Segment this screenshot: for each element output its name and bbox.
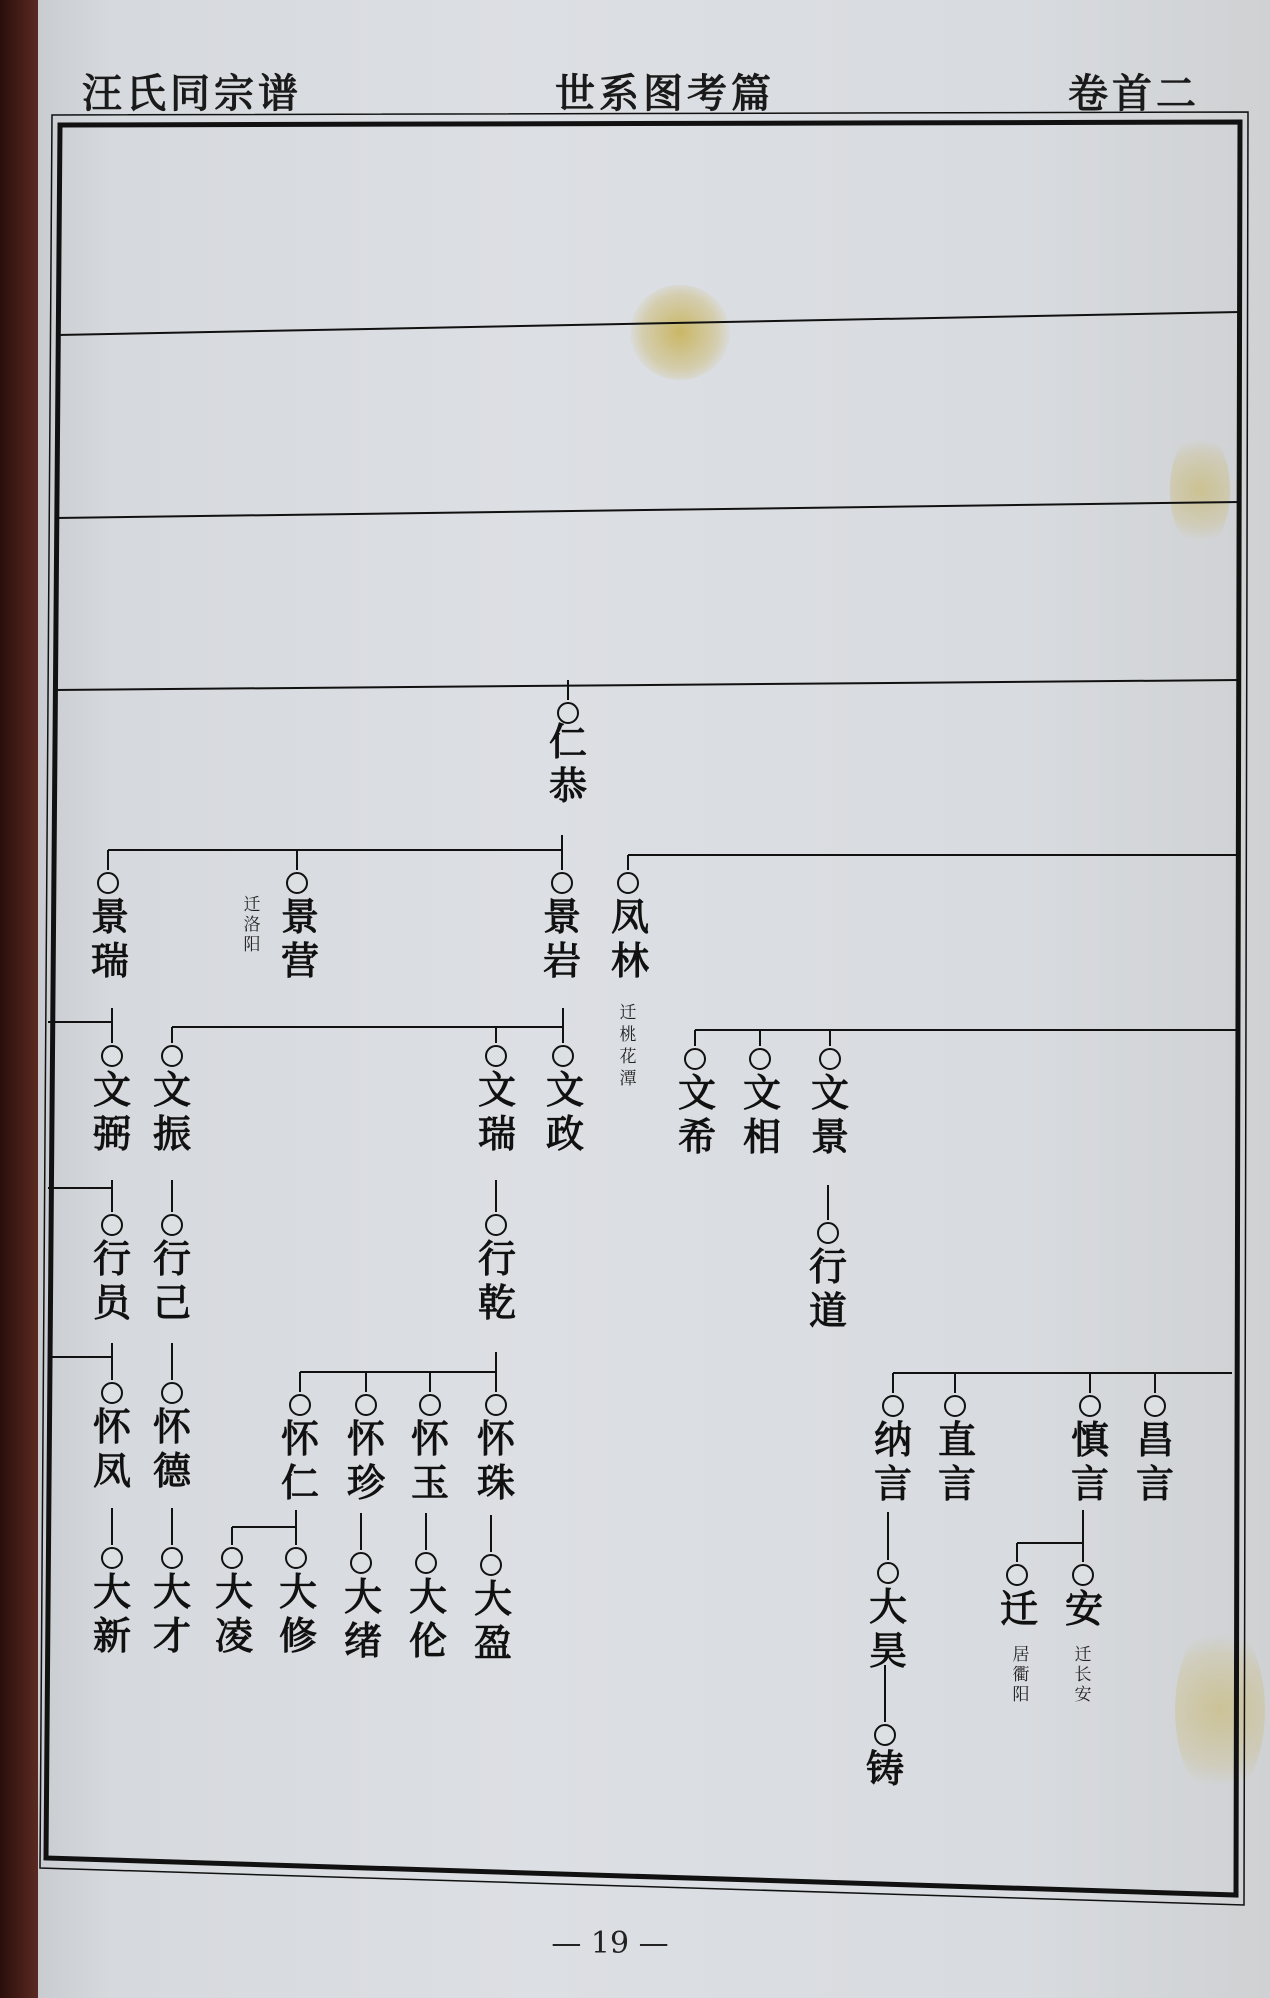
- name-char: 潭: [619, 1069, 637, 1089]
- name-char: 行: [92, 1236, 132, 1281]
- name-huairen: [281, 1416, 320, 1505]
- node-circle: [486, 1395, 506, 1415]
- node-circle: [98, 873, 118, 893]
- name-char: 大: [278, 1569, 318, 1614]
- node-circle: [102, 1548, 122, 1568]
- name-char: 己: [152, 1280, 192, 1325]
- name-fenglin: [611, 894, 650, 983]
- node-circle: [356, 1395, 376, 1415]
- name-char: 文: [152, 1067, 192, 1112]
- name-daxu: [344, 1574, 382, 1663]
- name-char: 相: [742, 1114, 782, 1159]
- name-char: 大: [152, 1569, 192, 1614]
- name-char: 大: [343, 1574, 383, 1619]
- name-char: 恭: [548, 763, 588, 808]
- node-circle: [1073, 1565, 1093, 1585]
- name-char: 迁: [1074, 1645, 1092, 1665]
- node-circle: [618, 873, 638, 893]
- name-rengong: [549, 719, 587, 808]
- name-char: 瑞: [90, 938, 130, 983]
- name-char: 修: [278, 1613, 318, 1658]
- name-char: 岩: [542, 938, 582, 983]
- name-char: 凤: [610, 894, 650, 939]
- name-char: 文: [677, 1070, 717, 1115]
- node-circle: [553, 1046, 573, 1066]
- name-zhu: [866, 1746, 904, 1791]
- name-char: 绪: [343, 1618, 383, 1663]
- name-char: 文: [545, 1067, 585, 1112]
- name-char: 安: [1064, 1586, 1104, 1631]
- name-char: 花: [619, 1047, 637, 1067]
- name-char: 才: [152, 1613, 192, 1658]
- name-char: 振: [152, 1111, 192, 1156]
- note-qian: [1013, 1645, 1030, 1705]
- name-char: 文: [742, 1070, 782, 1115]
- node-circle: [286, 1548, 306, 1568]
- name-char: 乾: [477, 1280, 517, 1325]
- name-huaizhu: [477, 1416, 516, 1505]
- name-wenxiang: [743, 1070, 781, 1159]
- name-char: 凤: [92, 1448, 132, 1493]
- row-divider: [58, 312, 1240, 335]
- name-jingrui: [91, 894, 129, 983]
- name-char: 行: [152, 1236, 192, 1281]
- name-char: 行: [477, 1236, 517, 1281]
- name-char: 景: [90, 894, 130, 939]
- name-char: 迁: [243, 895, 261, 915]
- name-char: 怀: [410, 1416, 450, 1461]
- name-char: 安: [1074, 1685, 1092, 1705]
- name-char: 大: [868, 1584, 908, 1629]
- page-number: — 19 —: [551, 1926, 669, 1961]
- node-circle: [1007, 1565, 1027, 1585]
- name-char: 言: [1135, 1461, 1175, 1506]
- name-char: 员: [92, 1280, 132, 1325]
- node-circle: [875, 1725, 895, 1745]
- name-wenrui: [478, 1067, 516, 1156]
- node-circle: [818, 1223, 838, 1243]
- note-jingying: [244, 895, 261, 955]
- name-char: 林: [610, 938, 650, 983]
- name-char: 政: [545, 1111, 585, 1156]
- name-char: 纳: [873, 1417, 913, 1462]
- name-xingqian: [478, 1236, 516, 1325]
- section-title: 世系图考篇: [555, 70, 775, 117]
- name-wenzheng: [546, 1067, 584, 1156]
- node-circle: [883, 1396, 903, 1416]
- name-char: 瑞: [477, 1111, 517, 1156]
- name-char: 珠: [476, 1460, 516, 1505]
- name-xingdao: [809, 1244, 847, 1333]
- node-circle: [420, 1395, 440, 1415]
- name-char: 怀: [346, 1416, 386, 1461]
- name-char: 言: [1070, 1461, 1110, 1506]
- name-char: 弼: [92, 1111, 132, 1156]
- name-char: 怀: [92, 1404, 132, 1449]
- name-char: 伦: [408, 1618, 448, 1663]
- node-circle: [102, 1046, 122, 1066]
- node-circle: [162, 1046, 182, 1066]
- node-circle: [878, 1563, 898, 1583]
- name-char: 大: [473, 1576, 513, 1621]
- node-circle: [1145, 1396, 1165, 1416]
- node-circle: [1080, 1396, 1100, 1416]
- name-char: 阳: [243, 935, 261, 955]
- name-char: 居: [1012, 1645, 1030, 1665]
- name-char: 桃: [619, 1025, 637, 1045]
- volume-label: 卷首二: [1068, 70, 1200, 117]
- name-char: 大: [214, 1569, 254, 1614]
- node-circle: [552, 873, 572, 893]
- node-circle: [685, 1049, 705, 1069]
- name-wenzhen: [153, 1067, 191, 1156]
- name-char: 慎: [1070, 1417, 1110, 1462]
- name-dalun: [409, 1574, 447, 1663]
- name-char: 衢: [1012, 1665, 1030, 1685]
- book-title: 汪氏同宗谱: [82, 70, 302, 117]
- name-xingji: [153, 1236, 191, 1325]
- node-circle: [486, 1046, 506, 1066]
- node-circle: [287, 873, 307, 893]
- name-char: 大: [408, 1574, 448, 1619]
- node-circle: [820, 1049, 840, 1069]
- name-char: 景: [810, 1114, 850, 1159]
- note-fenglin: [620, 1003, 637, 1089]
- name-char: 怀: [152, 1404, 192, 1449]
- name-daying: [474, 1576, 512, 1665]
- name-char: 怀: [476, 1416, 516, 1461]
- node-circle: [945, 1396, 965, 1416]
- name-char: 营: [280, 938, 320, 983]
- node-circle: [162, 1383, 182, 1403]
- name-huaiyu: [411, 1416, 450, 1505]
- name-char: 阳: [1012, 1685, 1030, 1705]
- node-circle: [486, 1215, 506, 1235]
- row-divider: [54, 680, 1240, 690]
- node-circle: [416, 1553, 436, 1573]
- node-circle: [162, 1548, 182, 1568]
- name-char: 新: [92, 1613, 132, 1658]
- name-dacai: [153, 1569, 191, 1658]
- name-char: 言: [937, 1461, 977, 1506]
- node-circle: [750, 1049, 770, 1069]
- name-nayan: [874, 1417, 912, 1506]
- name-zhiyan: [938, 1417, 976, 1506]
- name-char: 大: [92, 1569, 132, 1614]
- name-char: 言: [873, 1461, 913, 1506]
- name-char: 文: [810, 1070, 850, 1115]
- name-qian: [1000, 1586, 1038, 1631]
- node-circle: [102, 1215, 122, 1235]
- name-char: 长: [1074, 1665, 1092, 1685]
- note-an: [1075, 1645, 1092, 1705]
- name-char: 行: [808, 1244, 848, 1289]
- name-char: 铸: [865, 1746, 905, 1791]
- name-char: 景: [542, 894, 582, 939]
- name-jingyan: [543, 894, 581, 983]
- name-huaide: [153, 1404, 192, 1493]
- name-char: 昌: [1135, 1417, 1175, 1462]
- name-daxin: [93, 1569, 131, 1658]
- name-wenmi: [92, 1067, 131, 1156]
- name-shenyan: [1071, 1417, 1112, 1506]
- name-dahao: [869, 1584, 907, 1673]
- name-an: [1065, 1586, 1103, 1631]
- name-char: 景: [280, 894, 320, 939]
- node-circle: [102, 1383, 122, 1403]
- name-char: 迁: [619, 1003, 637, 1023]
- name-char: 仁: [280, 1460, 320, 1505]
- node-circle: [481, 1555, 501, 1575]
- name-char: 迁: [999, 1586, 1039, 1631]
- name-char: 直: [937, 1417, 977, 1462]
- name-char: 凌: [214, 1613, 254, 1658]
- name-jingying: [281, 894, 319, 983]
- name-char: 盈: [473, 1620, 513, 1665]
- name-char: 道: [808, 1288, 848, 1333]
- name-changyan: [1136, 1417, 1174, 1506]
- name-huaizhen: [347, 1416, 386, 1505]
- node-circle: [222, 1548, 242, 1568]
- name-xingyuan: [93, 1236, 134, 1325]
- name-huaifeng: [93, 1404, 132, 1493]
- name-wenxi: [678, 1070, 716, 1159]
- row-divider: [56, 502, 1240, 518]
- name-wenjing: [811, 1070, 849, 1159]
- name-char: 怀: [280, 1416, 320, 1461]
- name-char: 文: [92, 1067, 132, 1112]
- name-char: 玉: [410, 1460, 450, 1505]
- name-char: 德: [152, 1448, 192, 1493]
- name-char: 文: [477, 1067, 517, 1112]
- name-daling: [215, 1569, 253, 1658]
- name-char: 洛: [243, 915, 261, 935]
- name-char: 仁: [548, 719, 588, 764]
- name-char: 昊: [868, 1628, 908, 1673]
- name-char: 希: [677, 1114, 717, 1159]
- node-circle: [351, 1553, 371, 1573]
- name-daxiu: [279, 1569, 317, 1658]
- node-circle: [162, 1215, 182, 1235]
- name-char: 珍: [346, 1460, 386, 1505]
- node-circle: [290, 1395, 310, 1415]
